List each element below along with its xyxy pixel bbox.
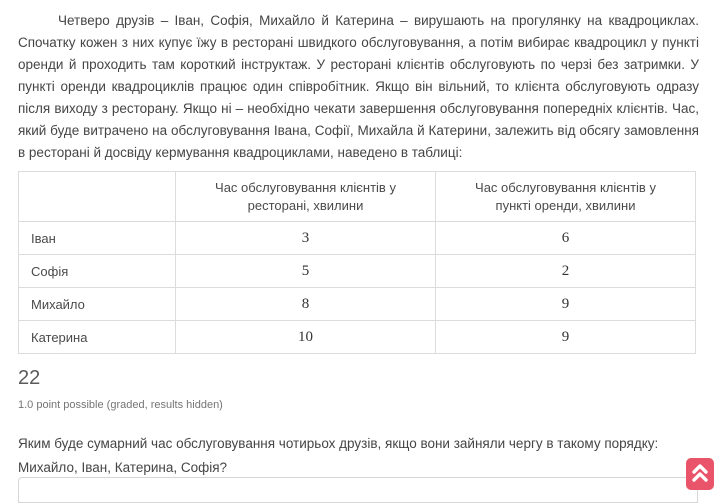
scroll-to-top-button[interactable] [686, 458, 714, 490]
table-row [19, 255, 696, 288]
problem-page [18, 0, 699, 480]
points-possible-label: 1.0 point possible (graded, results hidden) [18, 399, 223, 411]
person-name: Іван [19, 222, 176, 255]
person-name: Софія [19, 255, 176, 288]
person-name: Михайло [19, 288, 176, 321]
answer-input[interactable] [18, 477, 698, 503]
service-times-table [18, 171, 696, 354]
rental-time: 9 [436, 321, 696, 354]
table-row [19, 321, 696, 354]
rental-time: 9 [436, 288, 696, 321]
table-header-restaurant: Час обслуговування клієнтів у ресторані, хвилини [176, 172, 436, 222]
restaurant-time: 5 [176, 255, 436, 288]
person-name: Катерина [19, 321, 176, 354]
table-row [19, 288, 696, 321]
rental-time: 6 [436, 222, 696, 255]
restaurant-time: 10 [176, 321, 436, 354]
question-text: Яким буде сумарний час обслуговування чотирьох друзів, якщо вони зайняли чергу в такому порядку: Михайло, Іван, Катерина, Софія? [18, 436, 659, 475]
rental-time: 2 [436, 255, 696, 288]
table-header-empty [19, 172, 176, 222]
restaurant-time: 3 [176, 222, 436, 255]
problem-number: 22 [18, 367, 41, 389]
table-header-rental: Час обслуговування клієнтів у пункті оренди, хвилини [436, 172, 696, 222]
problem-intro-paragraph: Четверо друзів – Іван, Софія, Михайло й Катерина – вирушають на прогулянку на квадроциклах. Спочатку кожен з них купує їжу в ресторані швидкого обслуговування, а потім вибирає квадроцикл у пункті оренди й проходить там короткий інструктаж. У ресторані клієнтів обслуговують по черзі без затримки. У пункті оренди квадроциклів працює один співробітник. Якщо він вільний, то клієнта обслуговують одразу після виходу з ресторану. Якщо ні – необхідно чекати завершення обслуговування попередніх клієнтів. Час, який буде витрачено на обслуговування Івана, Софії, Михайла й Катерини, залежить від обсягу замовлення в ресторані й досвіду кермування квадроциклами, наведено в таблиці: [18, 13, 699, 160]
table-header-row [19, 172, 696, 222]
restaurant-time: 8 [176, 288, 436, 321]
chevrons-up-icon [691, 462, 709, 484]
table-row [19, 222, 696, 255]
